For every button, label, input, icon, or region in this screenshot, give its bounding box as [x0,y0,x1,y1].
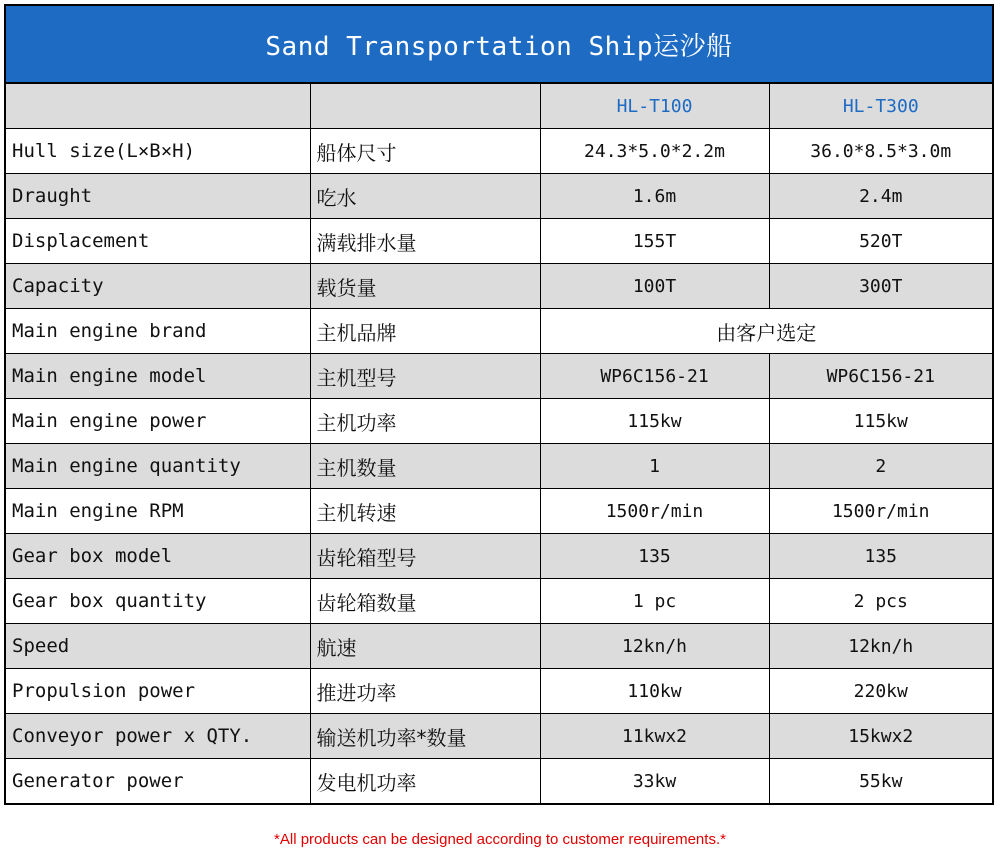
row-label-cn: 推进功率 [310,669,540,714]
value-model-b: 2 [769,444,992,489]
row-label-en: Main engine quantity [6,444,310,489]
row-label-cn: 主机转速 [310,489,540,534]
value-model-a: 1 [540,444,769,489]
row-label-cn: 船体尺寸 [310,129,540,174]
table-row [6,759,992,804]
table-row [6,219,992,264]
table-row [6,129,992,174]
header-cn [310,84,540,129]
value-model-b: 36.0*8.5*3.0m [769,129,992,174]
table-header-row [6,84,992,129]
row-label-en: Displacement [6,219,310,264]
value-model-a: 135 [540,534,769,579]
row-label-en: Main engine brand [6,309,310,354]
row-label-en: Main engine power [6,399,310,444]
row-label-cn: 满载排水量 [310,219,540,264]
value-model-a: 1 pc [540,579,769,624]
row-label-cn: 主机品牌 [310,309,540,354]
value-model-b: 55kw [769,759,992,804]
spec-sheet [4,4,994,805]
row-label-en: Generator power [6,759,310,804]
value-model-a: 100T [540,264,769,309]
table-row [6,309,992,354]
value-model-b: 220kw [769,669,992,714]
table-row [6,669,992,714]
row-label-cn: 输送机功率*数量 [310,714,540,759]
row-label-cn: 载货量 [310,264,540,309]
value-model-a: 155T [540,219,769,264]
row-label-cn: 吃水 [310,174,540,219]
row-label-cn: 发电机功率 [310,759,540,804]
row-label-en: Main engine model [6,354,310,399]
row-label-cn: 齿轮箱型号 [310,534,540,579]
value-model-a: 12kn/h [540,624,769,669]
row-label-cn: 主机数量 [310,444,540,489]
footnote: *All products can be designed according to customer requirements.* [274,831,726,848]
row-label-en: Speed [6,624,310,669]
value-model-b: 135 [769,534,992,579]
value-model-a: 110kw [540,669,769,714]
spec-table [6,84,992,803]
page-title: Sand Transportation Ship运沙船 [6,6,992,84]
value-model-b: 15kwx2 [769,714,992,759]
table-row [6,444,992,489]
row-label-cn: 齿轮箱数量 [310,579,540,624]
value-model-b: 1500r/min [769,489,992,534]
value-merged: 由客户选定 [540,309,992,354]
row-label-cn: 航速 [310,624,540,669]
value-model-b: 520T [769,219,992,264]
row-label-en: Capacity [6,264,310,309]
value-model-b: 2 pcs [769,579,992,624]
table-row [6,534,992,579]
value-model-a: 24.3*5.0*2.2m [540,129,769,174]
value-model-b: 115kw [769,399,992,444]
header-en [6,84,310,129]
table-row [6,489,992,534]
value-model-a: 1500r/min [540,489,769,534]
table-row [6,579,992,624]
row-label-en: Conveyor power x QTY. [6,714,310,759]
table-row [6,354,992,399]
value-model-b: 300T [769,264,992,309]
value-model-b: 2.4m [769,174,992,219]
row-label-cn: 主机型号 [310,354,540,399]
value-model-a: 115kw [540,399,769,444]
table-row [6,624,992,669]
row-label-en: Main engine RPM [6,489,310,534]
value-model-a: 1.6m [540,174,769,219]
table-row [6,174,992,219]
row-label-cn: 主机功率 [310,399,540,444]
table-row [6,264,992,309]
header-model-b: HL-T300 [769,84,992,129]
value-model-b: WP6C156-21 [769,354,992,399]
row-label-en: Draught [6,174,310,219]
value-model-a: 33kw [540,759,769,804]
table-row [6,714,992,759]
row-label-en: Gear box model [6,534,310,579]
value-model-b: 12kn/h [769,624,992,669]
table-row [6,399,992,444]
value-model-a: WP6C156-21 [540,354,769,399]
row-label-en: Hull size(L×B×H) [6,129,310,174]
header-model-a: HL-T100 [540,84,769,129]
value-model-a: 11kwx2 [540,714,769,759]
row-label-en: Gear box quantity [6,579,310,624]
row-label-en: Propulsion power [6,669,310,714]
